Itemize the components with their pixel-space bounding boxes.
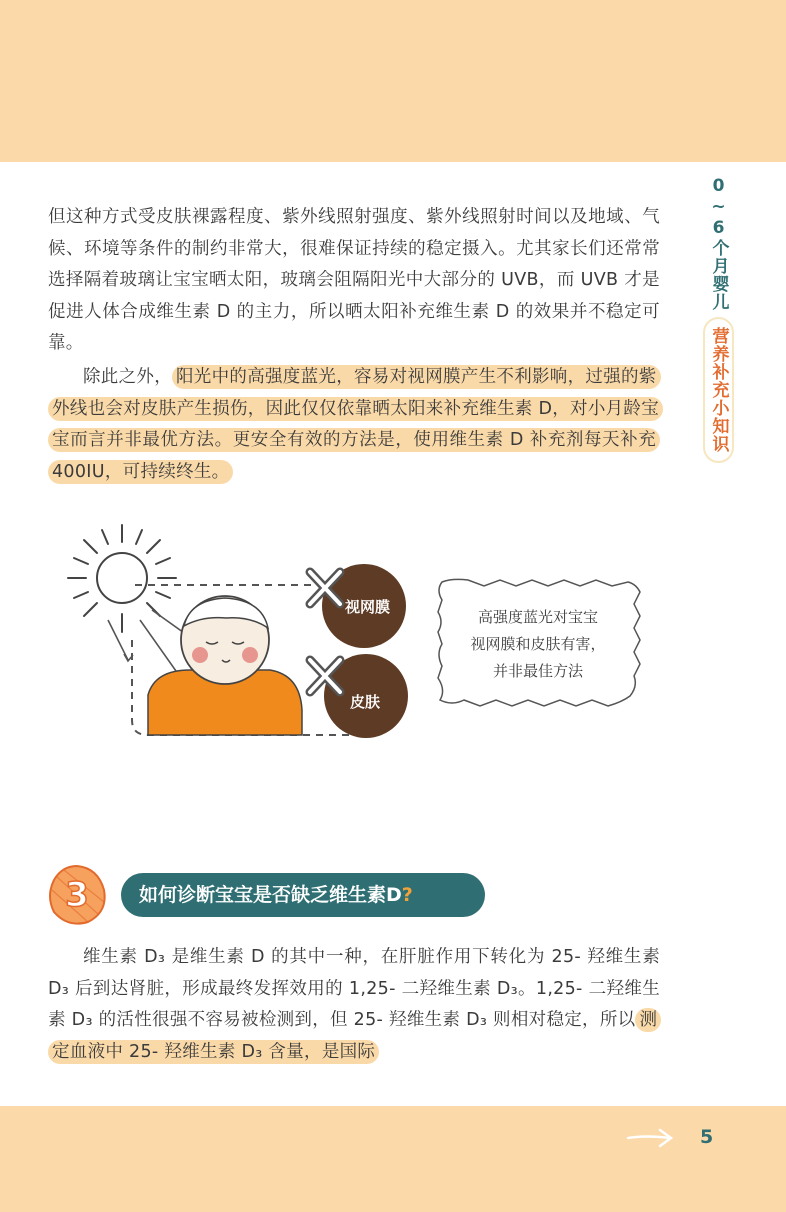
- sidebar-series: 0~6个月婴儿: [708, 176, 729, 311]
- paragraph-3-lead: 维生素 D₃ 是维生素 D 的其中一种，在肝脏作用下转化为 25- 羟维生素 D₃ 后到达肾脏，形成最终发挥效用的 1,25- 二羟维生素 D₃。1,25- 二羟维生素 D₃ 的活性很强不容易被检测到，但 25- 羟维生素 D₃ 则相对稳定，所以: [48, 947, 660, 1030]
- paragraph-3-highlight: 测定血液中 25- 羟维生素 D₃ 含量，是国际: [48, 1008, 661, 1064]
- sidebar: [693, 162, 786, 1106]
- sidebar-topic: 营养补充小知识: [703, 317, 734, 463]
- section-heading: [121, 873, 485, 917]
- paragraph-2: [48, 362, 660, 488]
- paragraph-2-lead: 除此之外，: [83, 367, 172, 387]
- section-title: 如何诊断宝宝是否缺乏维生素D: [139, 884, 402, 906]
- bubble-line-3: 并非最佳方法: [492, 662, 583, 680]
- paragraph-3: [48, 942, 660, 1068]
- bubble-line-1: 高强度蓝光对宝宝: [477, 608, 598, 626]
- bubble-line-2: 视网膜和皮肤有害，: [470, 635, 606, 653]
- skin-label: 皮肤: [350, 693, 381, 711]
- section-number-badge: [44, 862, 110, 928]
- paragraph-1: 但这种方式受皮肤裸露程度、紫外线照射强度、紫外线照射时间以及地域、气候、环境等条件的制约非常大，很难保证持续的稳定摄入。尤其家长们还常常选择隔着玻璃让宝宝晒太阳，玻璃会阻隔阳光中大部分的 UVB，而 UVB 才是促进人体合成维生素 D 的主力，所以晒太阳补充维生素 D 的效果并不稳定可靠。: [48, 207, 660, 353]
- question-mark-icon: ?: [401, 884, 413, 906]
- paragraph-2-highlight: 阳光中的高强度蓝光，容易对视网膜产生不利影响，过强的紫外线也会对皮肤产生损伤，因此仅仅依靠晒太阳来补充维生素 D，对小月龄宝宝而言并非最优方法。更安全有效的方法是，使用维生素 D 补充剂每天补充 400IU，可持续终生。: [48, 365, 663, 484]
- section-number: 3: [65, 875, 89, 915]
- retina-label: 视网膜: [345, 598, 391, 616]
- page-number: 5: [700, 1126, 714, 1148]
- sidebar-title: [693, 176, 743, 463]
- bubble-text: [448, 604, 628, 685]
- next-arrow-icon: [626, 1126, 674, 1150]
